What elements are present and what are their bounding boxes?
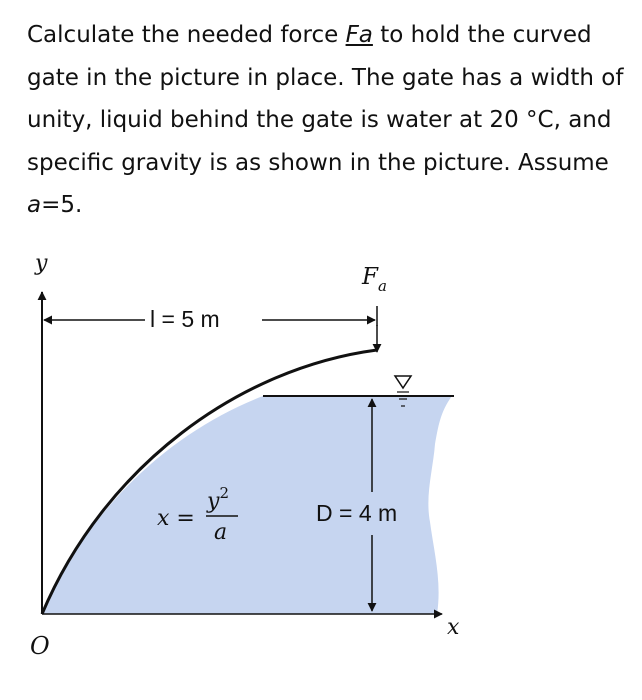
- curved-gate-diagram: [0, 240, 642, 700]
- problem-statement: [27, 14, 627, 227]
- equation-numerator-exponent: 2: [219, 484, 229, 502]
- a-symbol-ref: a: [27, 192, 42, 218]
- problem-text-start: Calculate the needed force: [27, 22, 346, 48]
- force-label-main: F: [362, 264, 378, 290]
- origin-label: O: [30, 632, 50, 660]
- a-value: =5.: [41, 192, 83, 218]
- force-symbol-ref: Fa: [345, 22, 373, 48]
- force-label: [361, 264, 387, 295]
- equation-denominator: a: [214, 520, 228, 545]
- equation-numerator-base: y: [207, 489, 220, 514]
- equation-lhs: x =: [157, 506, 195, 531]
- x-axis-label: x: [447, 615, 460, 640]
- length-label: l = 5 m: [150, 306, 220, 332]
- free-surface-symbol: [395, 376, 411, 388]
- y-axis-label: y: [35, 251, 48, 276]
- problem-paragraph: [27, 14, 627, 227]
- problem-text-middle: to hold the curved gate in the picture in place. The gate has a width of unity, liquid behind the gate is water at 20 °C, and specific gravity is as shown in the picture. Assume: [27, 22, 624, 176]
- force-label-subscript: a: [377, 277, 387, 295]
- depth-label: D = 4 m: [316, 500, 398, 526]
